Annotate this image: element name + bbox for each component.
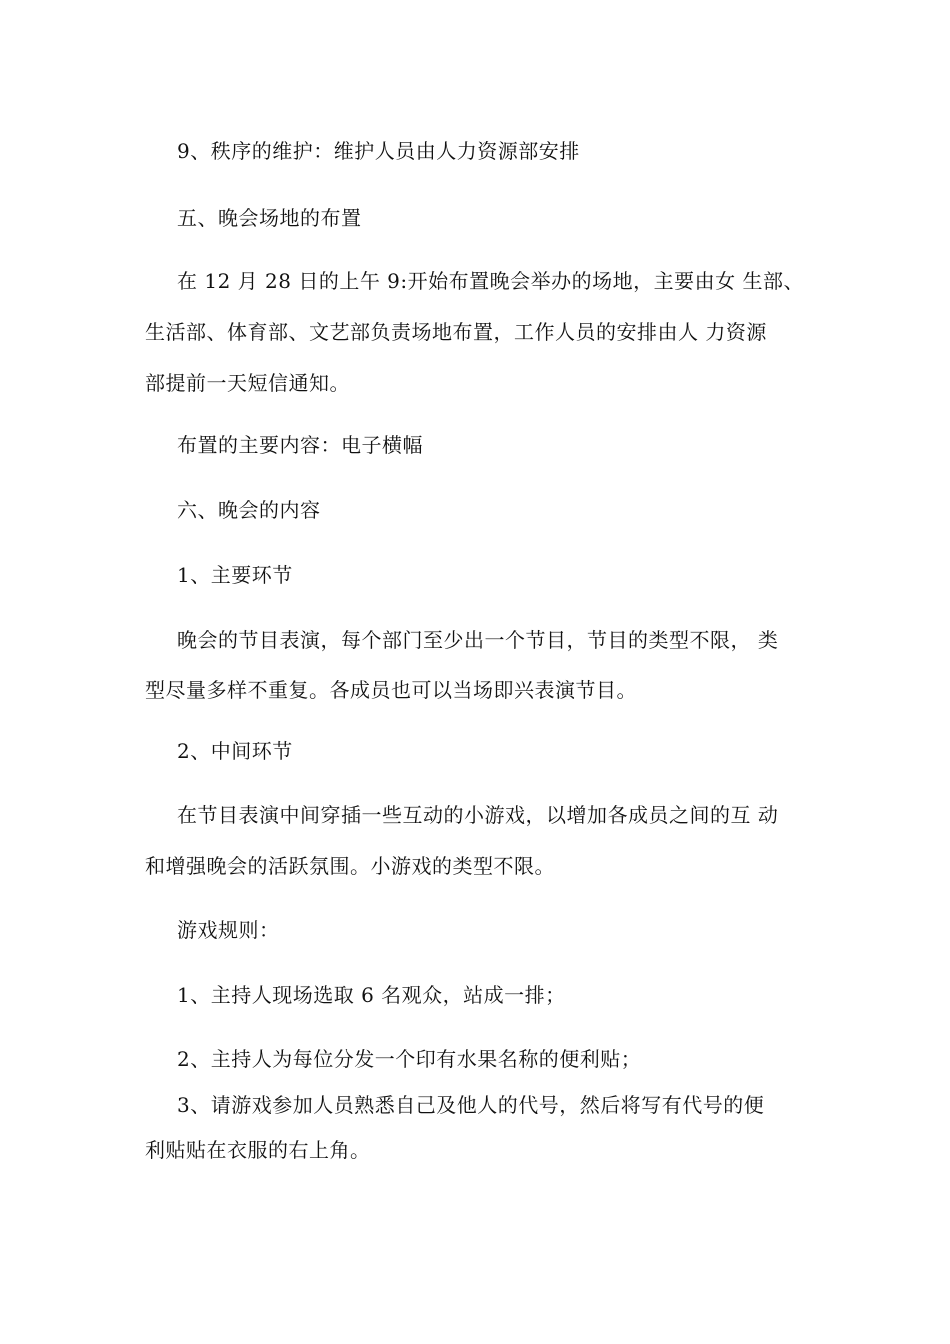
subsection-heading: 2、中间环节 <box>177 739 293 763</box>
subsection-heading: 1、主要环节 <box>177 563 293 587</box>
text-line: 9、秩序的维护：维护人员由人力资源部安排 <box>177 139 580 163</box>
text-line: 游戏规则： <box>177 918 280 942</box>
text-line: 和增强晚会的活跃氛围。小游戏的类型不限。 <box>145 854 555 878</box>
list-item: 1、主持人现场选取 6 名观众，站成一排； <box>177 983 566 1007</box>
text-line: 部提前一天短信通知。 <box>145 371 350 395</box>
section-heading: 五、晚会场地的布置 <box>177 206 362 230</box>
text-line: 在 12 月 28 日的上午 9:开始布置晚会举办的场地，主要由女 生部、 <box>177 269 805 293</box>
text-line: 生活部、体育部、文艺部负责场地布置，工作人员的安排由人 力资源 <box>145 320 767 344</box>
section-heading: 六、晚会的内容 <box>177 498 321 522</box>
list-item: 2、主持人为每位分发一个印有水果名称的便利贴； <box>177 1047 642 1071</box>
text-line: 型尽量多样不重复。各成员也可以当场即兴表演节目。 <box>145 678 637 702</box>
text-line: 利贴贴在衣服的右上角。 <box>145 1138 371 1162</box>
list-item: 3、请游戏参加人员熟悉自己及他人的代号，然后将写有代号的便 <box>177 1093 765 1117</box>
text-line: 在节目表演中间穿插一些互动的小游戏，以增加各成员之间的互 动 <box>177 803 779 827</box>
text-line: 布置的主要内容：电子横幅 <box>177 433 423 457</box>
text-line: 晚会的节目表演，每个部门至少出一个节目，节目的类型不限， 类 <box>177 628 779 652</box>
